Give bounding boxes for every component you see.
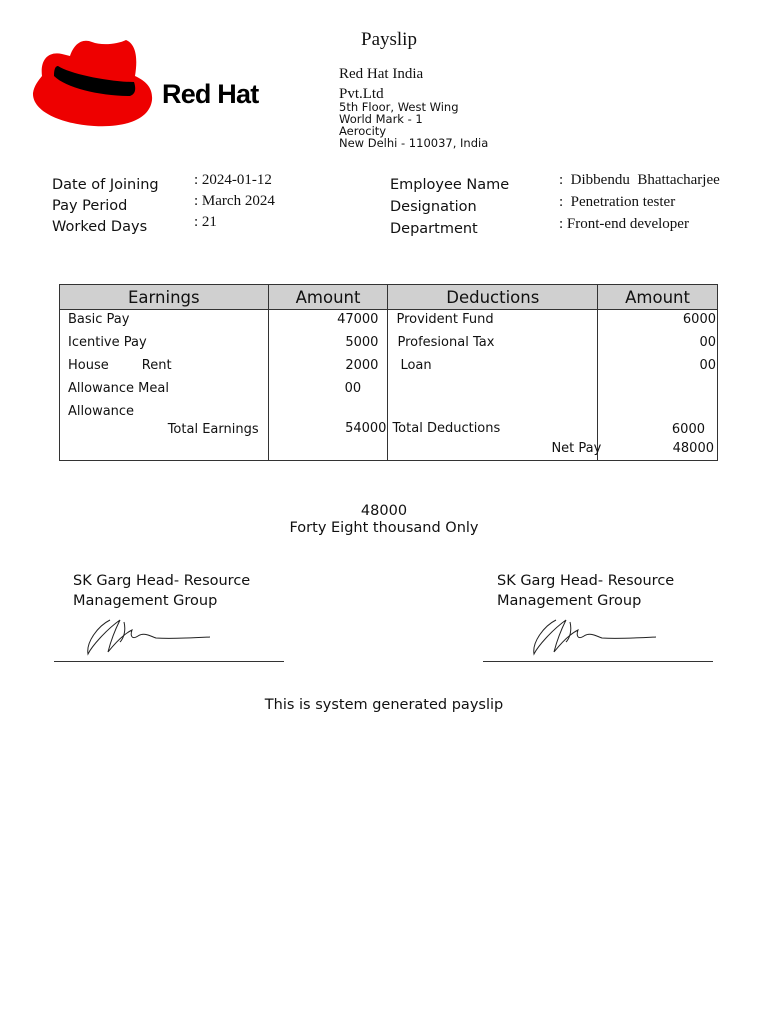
deduction-item: Profesional Tax: [397, 335, 495, 350]
amount-in-words: Forty Eight thousand Only: [289, 520, 479, 536]
left-signatory-line1: SK Garg Head- Resource: [73, 573, 251, 589]
right-signatory-line1: SK Garg Head- Resource: [497, 573, 675, 589]
address-line: New Delhi - 110037, India: [339, 136, 489, 150]
earning-item: Icentive Pay: [68, 335, 147, 350]
deductions-header: Deductions: [388, 285, 598, 310]
earnings-deductions-table: [59, 284, 718, 461]
earnings-amount-column: [268, 310, 388, 461]
left-signatory: [73, 571, 250, 611]
left-signature-line: [54, 661, 284, 662]
employee-name-label: Employee Name: [390, 177, 510, 193]
designation-value: : Penetration tester: [559, 194, 676, 210]
earnings-column: [60, 310, 269, 461]
address-line: 5th Floor, West Wing: [339, 100, 459, 114]
total-earnings-label: Total Earnings: [167, 422, 259, 437]
earning-item: Allowance Meal: [68, 381, 169, 396]
company-line1: Red Hat India: [339, 66, 424, 82]
department-label: Department: [390, 221, 478, 237]
right-signatory: [497, 571, 674, 611]
left-signature-icon: [80, 612, 220, 660]
address-line: World Mark - 1: [339, 112, 423, 126]
pay-period-value: : March 2024: [194, 193, 275, 209]
company-name: [339, 64, 423, 104]
earning-item: House Rent: [68, 358, 172, 373]
company-line2: Pvt.Ltd: [339, 86, 384, 102]
earning-amount: 2000: [345, 358, 379, 373]
total-earnings-value: 54000: [345, 421, 387, 436]
right-signatory-line2: Management Group: [497, 593, 642, 609]
pay-period-label: Pay Period: [52, 198, 128, 214]
employee-name-value: : Dibbendu Bhattacharjee: [559, 172, 720, 188]
footer-note: This is system generated payslip: [264, 697, 504, 713]
net-amount: 48000: [360, 503, 408, 519]
total-deductions-value: 6000: [671, 422, 705, 437]
address-line: Aerocity: [339, 124, 387, 138]
earnings-amount-header: Amount: [268, 285, 388, 310]
right-signature-line: [483, 661, 713, 662]
worked-days-label: Worked Days: [52, 219, 148, 235]
deduction-item: Loan: [400, 358, 432, 373]
deduction-amount: 00: [699, 358, 716, 373]
deductions-amount-column: [598, 310, 718, 461]
net-pay-label: Net Pay: [551, 441, 602, 456]
left-signatory-line2: Management Group: [73, 593, 218, 609]
earning-item: Allowance: [68, 404, 135, 419]
company-address: [339, 101, 488, 149]
doj-value: : 2024-01-12: [194, 172, 272, 188]
deductions-column: [388, 310, 602, 461]
deduction-amount: 6000: [682, 312, 716, 327]
red-hat-logo-icon: [30, 36, 275, 131]
page-title: Payslip: [361, 29, 417, 50]
net-pay-value: 48000: [672, 441, 714, 456]
right-signature-icon: [526, 612, 666, 660]
department-value: : Front-end developer: [559, 216, 689, 232]
earning-item: Basic Pay: [68, 312, 130, 327]
designation-label: Designation: [390, 199, 477, 215]
brand-name: Red Hat: [162, 79, 259, 109]
deductions-amount-header: Amount: [598, 285, 718, 310]
earnings-header: Earnings: [60, 285, 269, 310]
worked-days-value: : 21: [194, 214, 217, 230]
deduction-amount: 00: [699, 335, 716, 350]
earning-amount: 5000: [345, 335, 379, 350]
earning-amount: 00: [344, 381, 362, 396]
total-deductions-label: Total Deductions: [392, 421, 501, 436]
deduction-item: Provident Fund: [396, 312, 494, 327]
doj-label: Date of Joining: [52, 177, 159, 193]
earning-amount: 47000: [337, 312, 379, 327]
